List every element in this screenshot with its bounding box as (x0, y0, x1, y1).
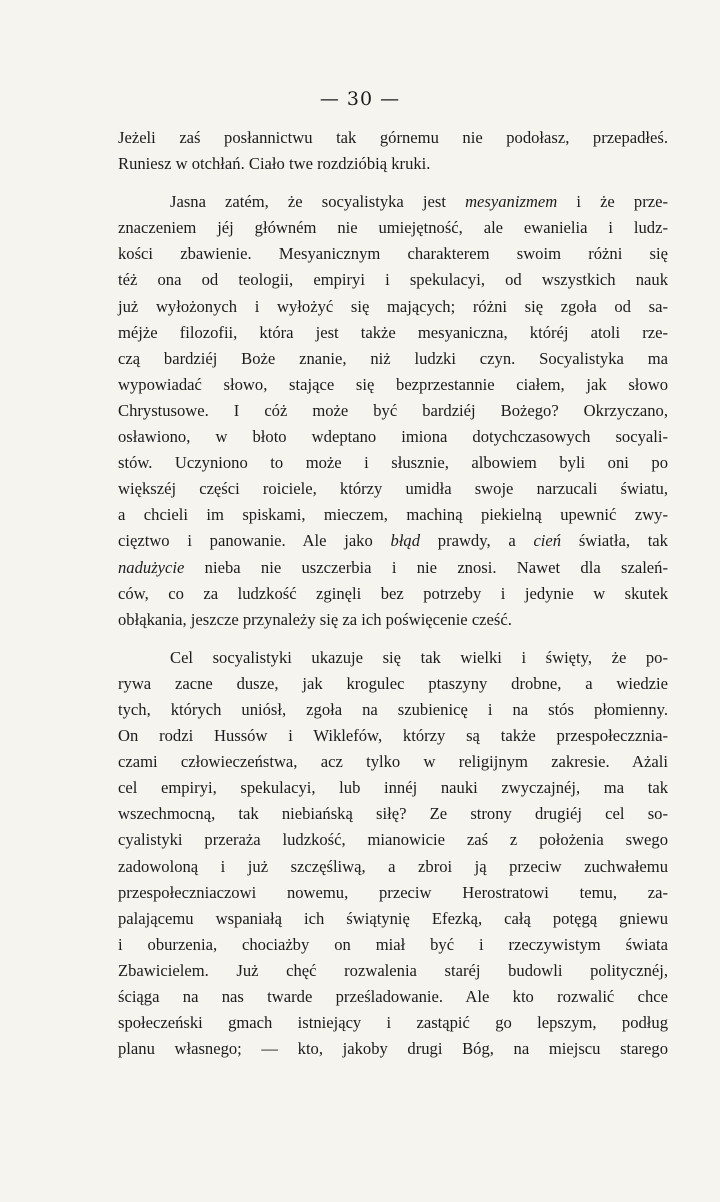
text-line: czą bardziéj Boże znanie, niż ludzki czyn. Socyalistyka ma (118, 348, 668, 368)
text-line: téż ona od teologii, empiryi i spekulacyi, od wszystkich nauk (118, 270, 668, 290)
emphasis: nadużycie (118, 557, 185, 577)
text-line: osławiono, w błoto wdeptano imiona dotychczasowych socyali- (118, 427, 668, 447)
text-line: znaczeniem jéj główném nie umiejętność, ale ewanielia i ludz- (118, 218, 668, 238)
text-line: cel empiryi, spekulacyi, lub innéj nauki zwyczajnéj, ma tak (118, 778, 668, 798)
text-line: palającemu wspaniałą ich świątynię Efezką, całą potęgą gniewu (118, 908, 668, 928)
text-line: méjże filozofii, która jest także mesyaniczna, któréj atoli rze- (118, 322, 668, 342)
text-line: większéj części roiciele, którzy umidła swoje narzucali światu, (118, 479, 668, 499)
text-line: ców, co za ludzkość zginęli bez potrzeby i jedynie w skutek (118, 583, 668, 603)
text-line: ściąga na nas twarde prześladowanie. Ale kto rozwalić chce (118, 987, 668, 1006)
text-line: cięztwo i panowanie. Ale jako błąd prawdy, a cień światła, tak (118, 531, 668, 551)
text-line: planu własnego; — kto, jakoby drugi Bóg, na miejscu starego (118, 1039, 668, 1059)
page-body (118, 125, 668, 1062)
emphasis: mesyanizmem (465, 192, 558, 212)
text-line: rywa zacne dusze, jak krogulec ptaszyny drobne, a wiedzie (118, 673, 668, 693)
text-line: Cel socyalistyki ukazuje się tak wielki i święty, że po- (170, 647, 668, 667)
text-line: Zbawicielem. Już chęć rozwalenia staréj budowli politycznéj, (118, 960, 668, 980)
text-line: tych, których uniósł, zgoła na szubienicę i na stós płomienny. (118, 699, 668, 719)
text-line: kości zbawienie. Mesyanicznym charakterem swoim różni się (118, 244, 668, 264)
emphasis: błąd (390, 531, 421, 551)
text-line: i oburzenia, chociażby on miał być i rzeczywistym świata (118, 934, 668, 954)
text-line: stów. Uczyniono to może i słusznie, albowiem byli oni po (118, 453, 668, 473)
emphasis: cień (533, 531, 562, 551)
text-line: nadużycie nieba nie uszczerbia i nie znosi. Nawet dla szaleń- (118, 557, 668, 577)
text-line: zadowoloną i już szczęśliwą, a zbroi ją przeciw zuchwałemu (118, 856, 668, 876)
text-line: wypowiadać słowo, stające się bezprzestannie ciałem, jak słowo (118, 374, 668, 394)
text-line: przespołeczniaczowi nowemu, przeciw Herostratowi temu, za- (118, 882, 668, 902)
text-line: obłąkania, jeszcze przynależy się za ich poświęcenie cześć. (118, 609, 512, 629)
text-line: cyalistyki przeraża ludzkość, mianowicie zaś z położenia swego (118, 830, 668, 850)
text-line: społeczeński gmach istniejący i zastąpić go lepszym, podług (118, 1013, 668, 1033)
quote-line: Runiesz w otchłań. Ciało twe rozdzióbią kruki. (118, 154, 431, 174)
text-line: już wyłożonych i wyłożyć się mających; różni się zgoła od sa- (118, 296, 668, 316)
quote-line: Jeżeli zaś posłannictwu tak górnemu nie podołasz, przepadłeś. (118, 128, 668, 147)
text-line: Chrystusowe. I cóż może być bardziéj Bożego? Okrzyczano, (118, 400, 668, 420)
text-line: On rodzi Hussów i Wiklefów, którzy są także przespołeczznia- (118, 726, 668, 746)
text-line: a chcieli im spiskami, mieczem, machiną piekielną upewnić zwy- (118, 505, 668, 525)
text-line: czami człowieczeństwa, acz tylko w religijnym zakresie. Ażali (118, 752, 668, 772)
text-line: wszechmocną, tak niebiańską siłę? Ze strony drugiéj cel so- (118, 804, 668, 824)
page-number: — 30 — (319, 88, 401, 110)
text-line: Jasna zatém, że socyalistyka jest mesyanizmem i że prze- (170, 192, 668, 212)
